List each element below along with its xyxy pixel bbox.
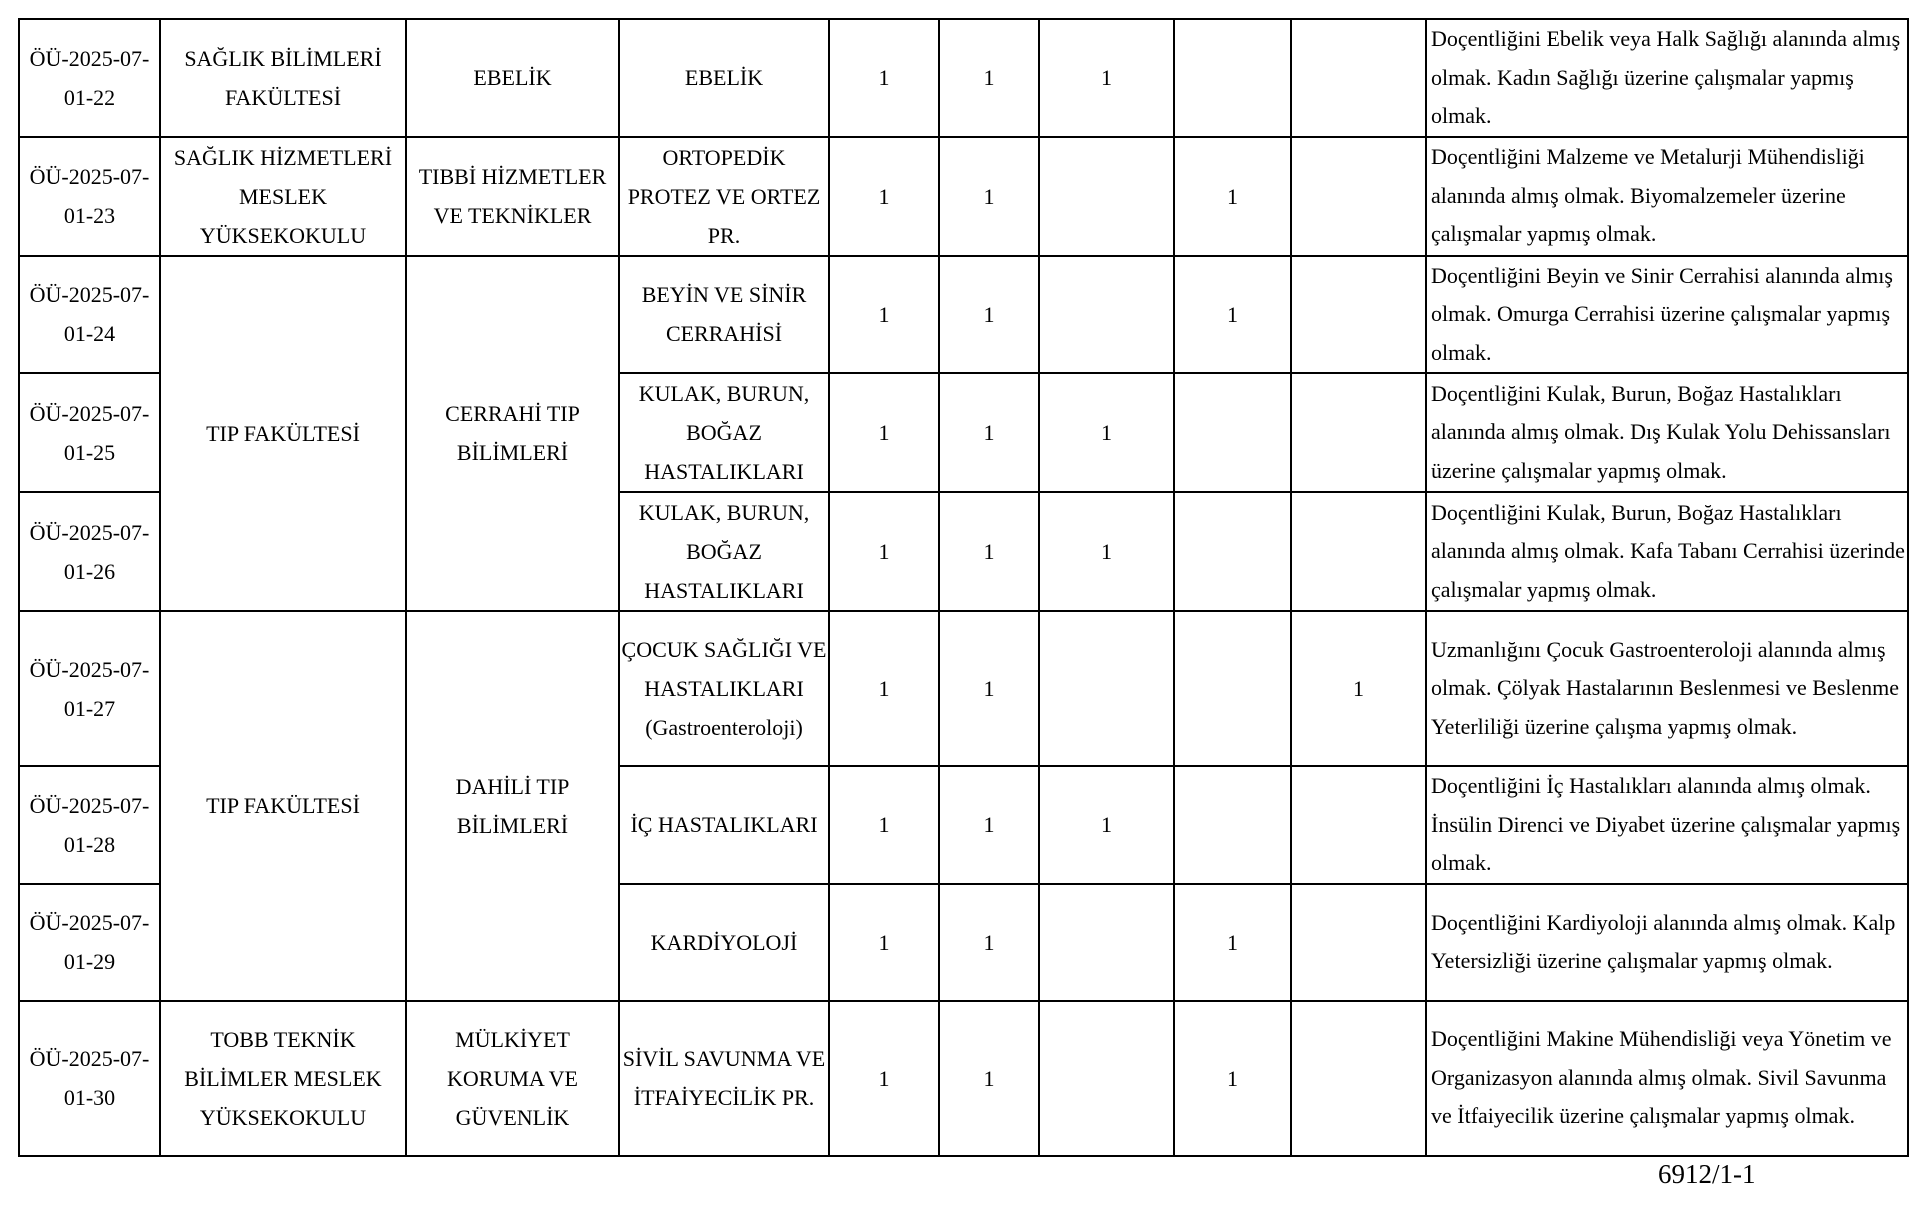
requirement-description: Doçentliğini Malzeme ve Metalurji Mühendisliği alanında almış olmak. Biyomalzemeler üzerine çalışmalar yapmış olmak. — [1426, 137, 1908, 256]
count-cell — [1291, 19, 1426, 137]
department-name: CERRAHİ TIP BİLİMLERİ — [406, 256, 619, 612]
count-cell: 1 — [1174, 1001, 1291, 1156]
count-cell: 1 — [939, 1001, 1039, 1156]
program-name: ÇOCUK SAĞLIĞI VE HASTALIKLARI (Gastroenteroloji) — [619, 611, 829, 766]
count-cell: 1 — [939, 766, 1039, 884]
program-name: KARDİYOLOJİ — [619, 884, 829, 1001]
count-cell: 1 — [829, 256, 939, 374]
count-cell: 1 — [829, 766, 939, 884]
count-cell — [1174, 373, 1291, 492]
count-cell: 1 — [829, 1001, 939, 1156]
count-cell: 1 — [829, 137, 939, 256]
count-cell — [1291, 137, 1426, 256]
count-cell: 1 — [939, 492, 1039, 611]
count-cell: 1 — [939, 884, 1039, 1001]
document-number: 6912/1-1 — [1658, 1159, 1756, 1189]
department-name: MÜLKİYET KORUMA VE GÜVENLİK — [406, 1001, 619, 1156]
table-row — [19, 137, 1908, 256]
count-cell: 1 — [1291, 611, 1426, 766]
department-name: DAHİLİ TIP BİLİMLERİ — [406, 611, 619, 1001]
position-code: ÖÜ-2025-07-01-30 — [19, 1001, 160, 1156]
count-cell: 1 — [939, 611, 1039, 766]
count-cell — [1174, 611, 1291, 766]
table-row — [19, 19, 1908, 137]
requirement-description: Doçentliğini Kulak, Burun, Boğaz Hastalıkları alanında almış olmak. Dış Kulak Yolu Dehissansları üzerine çalışmalar yapmış olmak. — [1426, 373, 1908, 492]
requirement-description: Uzmanlığını Çocuk Gastroenteroloji alanında almış olmak. Çölyak Hastalarının Beslenmesi ve Beslenme Yeterliliği üzerine çalışma yapmış olmak. — [1426, 611, 1908, 766]
count-cell — [1291, 884, 1426, 1001]
count-cell — [1291, 256, 1426, 374]
position-code: ÖÜ-2025-07-01-22 — [19, 19, 160, 137]
position-code: ÖÜ-2025-07-01-26 — [19, 492, 160, 611]
count-cell: 1 — [829, 492, 939, 611]
count-cell: 1 — [939, 137, 1039, 256]
unit-name: SAĞLIK BİLİMLERİ FAKÜLTESİ — [160, 19, 406, 137]
count-cell: 1 — [1039, 373, 1174, 492]
count-cell — [1291, 492, 1426, 611]
count-cell: 1 — [1174, 137, 1291, 256]
requirement-description: Doçentliğini Kardiyoloji alanında almış olmak. Kalp Yetersizliği üzerine çalışmalar yapmış olmak. — [1426, 884, 1908, 1001]
program-name: KULAK, BURUN, BOĞAZ HASTALIKLARI — [619, 492, 829, 611]
count-cell — [1291, 373, 1426, 492]
unit-name: TOBB TEKNİK BİLİMLER MESLEK YÜKSEKOKULU — [160, 1001, 406, 1156]
count-cell: 1 — [1039, 766, 1174, 884]
department-name: TIBBİ HİZMETLER VE TEKNİKLER — [406, 137, 619, 256]
count-cell: 1 — [939, 256, 1039, 374]
position-code: ÖÜ-2025-07-01-27 — [19, 611, 160, 766]
count-cell: 1 — [1174, 884, 1291, 1001]
requirement-description: Doçentliğini İç Hastalıkları alanında almış olmak. İnsülin Direnci ve Diyabet üzerine çalışmalar yapmış olmak. — [1426, 766, 1908, 884]
count-cell: 1 — [1039, 492, 1174, 611]
table-row — [19, 611, 1908, 766]
count-cell: 1 — [939, 19, 1039, 137]
unit-name: TIP FAKÜLTESİ — [160, 256, 406, 612]
count-cell — [1291, 1001, 1426, 1156]
position-code: ÖÜ-2025-07-01-24 — [19, 256, 160, 374]
count-cell — [1039, 611, 1174, 766]
count-cell — [1174, 19, 1291, 137]
count-cell — [1174, 492, 1291, 611]
unit-name: SAĞLIK HİZMETLERİ MESLEK YÜKSEKOKULU — [160, 137, 406, 256]
program-name: İÇ HASTALIKLARI — [619, 766, 829, 884]
position-code: ÖÜ-2025-07-01-29 — [19, 884, 160, 1001]
requirement-description: Doçentliğini Makine Mühendisliği veya Yönetim ve Organizasyon alanında almış olmak. Sivil Savunma ve İtfaiyecilik üzerine çalışmalar yapmış olmak. — [1426, 1001, 1908, 1156]
program-name: SİVİL SAVUNMA VE İTFAİYECİLİK PR. — [619, 1001, 829, 1156]
table-row — [19, 1001, 1908, 1156]
count-cell: 1 — [829, 611, 939, 766]
count-cell: 1 — [1174, 256, 1291, 374]
program-name: BEYİN VE SİNİR CERRAHİSİ — [619, 256, 829, 374]
department-name: EBELİK — [406, 19, 619, 137]
count-cell — [1039, 137, 1174, 256]
position-code: ÖÜ-2025-07-01-25 — [19, 373, 160, 492]
position-code: ÖÜ-2025-07-01-28 — [19, 766, 160, 884]
count-cell — [1291, 766, 1426, 884]
positions-table — [18, 18, 1909, 1157]
count-cell: 1 — [829, 373, 939, 492]
requirement-description: Doçentliğini Kulak, Burun, Boğaz Hastalıkları alanında almış olmak. Kafa Tabanı Cerrahisi üzerinde çalışmalar yapmış olmak. — [1426, 492, 1908, 611]
requirement-description: Doçentliğini Beyin ve Sinir Cerrahisi alanında almış olmak. Omurga Cerrahisi üzerine çalışmalar yapmış olmak. — [1426, 256, 1908, 374]
program-name: KULAK, BURUN, BOĞAZ HASTALIKLARI — [619, 373, 829, 492]
count-cell: 1 — [1039, 19, 1174, 137]
count-cell: 1 — [829, 19, 939, 137]
count-cell — [1039, 884, 1174, 1001]
count-cell: 1 — [939, 373, 1039, 492]
count-cell — [1039, 256, 1174, 374]
table-row — [19, 256, 1908, 374]
count-cell — [1174, 766, 1291, 884]
count-cell — [1039, 1001, 1174, 1156]
count-cell: 1 — [829, 884, 939, 1001]
program-name: ORTOPEDİK PROTEZ VE ORTEZ PR. — [619, 137, 829, 256]
requirement-description: Doçentliğini Ebelik veya Halk Sağlığı alanında almış olmak. Kadın Sağlığı üzerine çalışmalar yapmış olmak. — [1426, 19, 1908, 137]
position-code: ÖÜ-2025-07-01-23 — [19, 137, 160, 256]
program-name: EBELİK — [619, 19, 829, 137]
unit-name: TIP FAKÜLTESİ — [160, 611, 406, 1001]
